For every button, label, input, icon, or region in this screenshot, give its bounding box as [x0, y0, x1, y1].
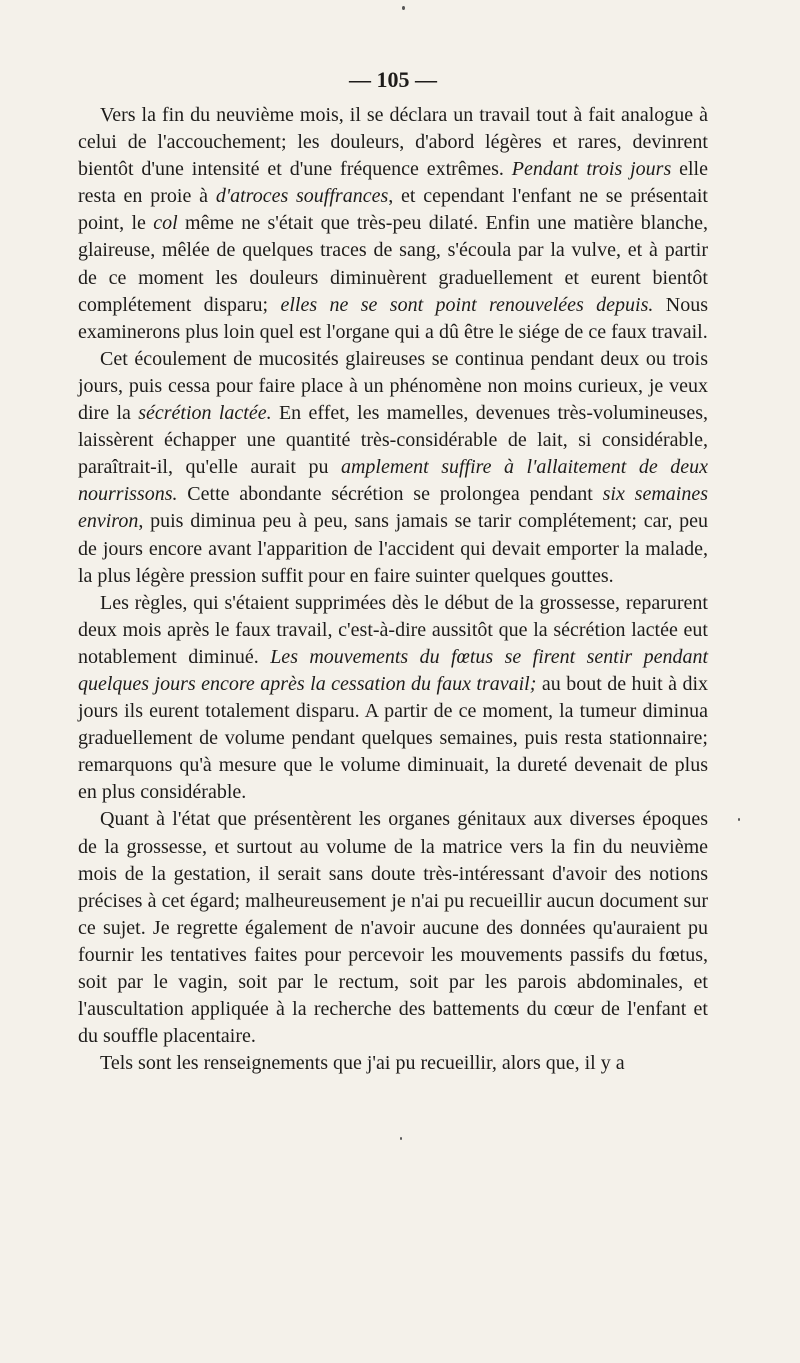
text-run: même ne s'était que très-peu dilaté. Enfin une matière blanche, glaireuse, mêlée de quelques traces de sang, s'écoula par la vulve, et à partir de ce moment les douleurs diminuèrent graduellement et eurent bientôt complétement disparu;: [78, 212, 708, 316]
italic-text: six semaines environ: [78, 483, 708, 533]
page-number: — 105 —: [349, 67, 437, 92]
text-run: Vers la fin du neuvième mois, il se déclara un travail tout à fait analogue à celui de l'accouchement; les douleurs, d'abord légères et rares, devinrent bientôt d'une intensité et d'une fréquence extrêmes.: [78, 104, 708, 181]
text-run: Cet écoulement de mucosités glaireuses se continua pendant deux ou trois jours, puis cessa pour faire place à un phénomène non moins curieux, je veux dire la: [78, 347, 708, 425]
text-run: Tels sont les renseignements que j'ai pu recueillir, alors que, il y a: [100, 1052, 625, 1075]
italic-text: sécrétion lactée.: [138, 402, 272, 425]
ink-speck: [402, 6, 405, 10]
italic-text: Les mouvements du fœtus se firent sentir pendant quelques jours encore après la cessation du faux travail;: [78, 645, 709, 695]
paragraph: [78, 806, 708, 1050]
text-run: Nous examinerons plus loin quel est l'organe qui a dû être le siége de ce faux travail.: [78, 293, 708, 343]
paragraph: [78, 346, 708, 590]
body-text: [78, 102, 708, 1077]
paragraph: [78, 102, 708, 346]
ink-speck: [400, 1137, 402, 1140]
paragraph: [78, 1050, 708, 1077]
text-run: Les règles, qui s'étaient supprimées dès le début de la grossesse, reparurent deux mois après le faux travail, c'est-à-dire aussitôt que la sécrétion lactée eut notablement diminué.: [78, 591, 708, 668]
text-run: , et cependant l'enfant ne se présentait point, le: [78, 185, 708, 235]
italic-text: col: [153, 212, 178, 235]
text-run: Cette abondante sécrétion se prolongea pendant: [177, 483, 603, 506]
text-run: au bout de huit à dix jours ils eurent totalement disparu. A partir de ce moment, la tumeur diminua graduellement de volume pendant quelques semaines, puis resta stationnaire; remarquons qu'à mesure que le volume diminuait, la dureté devenait de plus en plus considérable.: [78, 672, 709, 804]
italic-text: Pendant trois jours: [511, 158, 672, 181]
italic-text: elles ne se sont point renouvelées depuis.: [280, 293, 654, 316]
ink-speck: [738, 818, 740, 821]
text-run: elle resta en proie à: [78, 158, 708, 208]
italic-text: d'atroces souffrances: [215, 185, 389, 208]
paragraph: [78, 590, 708, 807]
page: [78, 64, 708, 1077]
text-run: En effet, les mamelles, devenues très-volumineuses, laissèrent échapper une quantité très-considérable de lait, si considérable, paraîtrait-il, qu'elle aurait pu: [78, 402, 708, 479]
text-run: , puis diminua peu à peu, sans jamais se tarir complétement; car, peu de jours encore avant l'apparition de l'accident qui devait emporter la malade, la plus légère pression suffit pour en faire suinter quelques gouttes.: [78, 510, 708, 587]
italic-text: amplement suffire à l'allaitement de deux nourrissons.: [78, 456, 708, 506]
text-run: Quant à l'état que présentèrent les organes génitaux aux diverses époques de la grossesse, et surtout au volume de la matrice vers la fin du neuvième mois de la gestation, il serait sans doute très-intéressant d'avoir des notions précises à cet égard; malheureusement je n'ai pu recueillir aucun document sur ce sujet. Je regrette également de n'avoir aucune des données qu'auraient pu fournir les tentatives faites pour percevoir les mouvements passifs du fœtus, soit par le vagin, soit par le rectum, soit par les parois abdominales, et l'auscultation appliquée à la recherche des battements du cœur de l'enfant et du souffle placentaire.: [78, 808, 708, 1048]
